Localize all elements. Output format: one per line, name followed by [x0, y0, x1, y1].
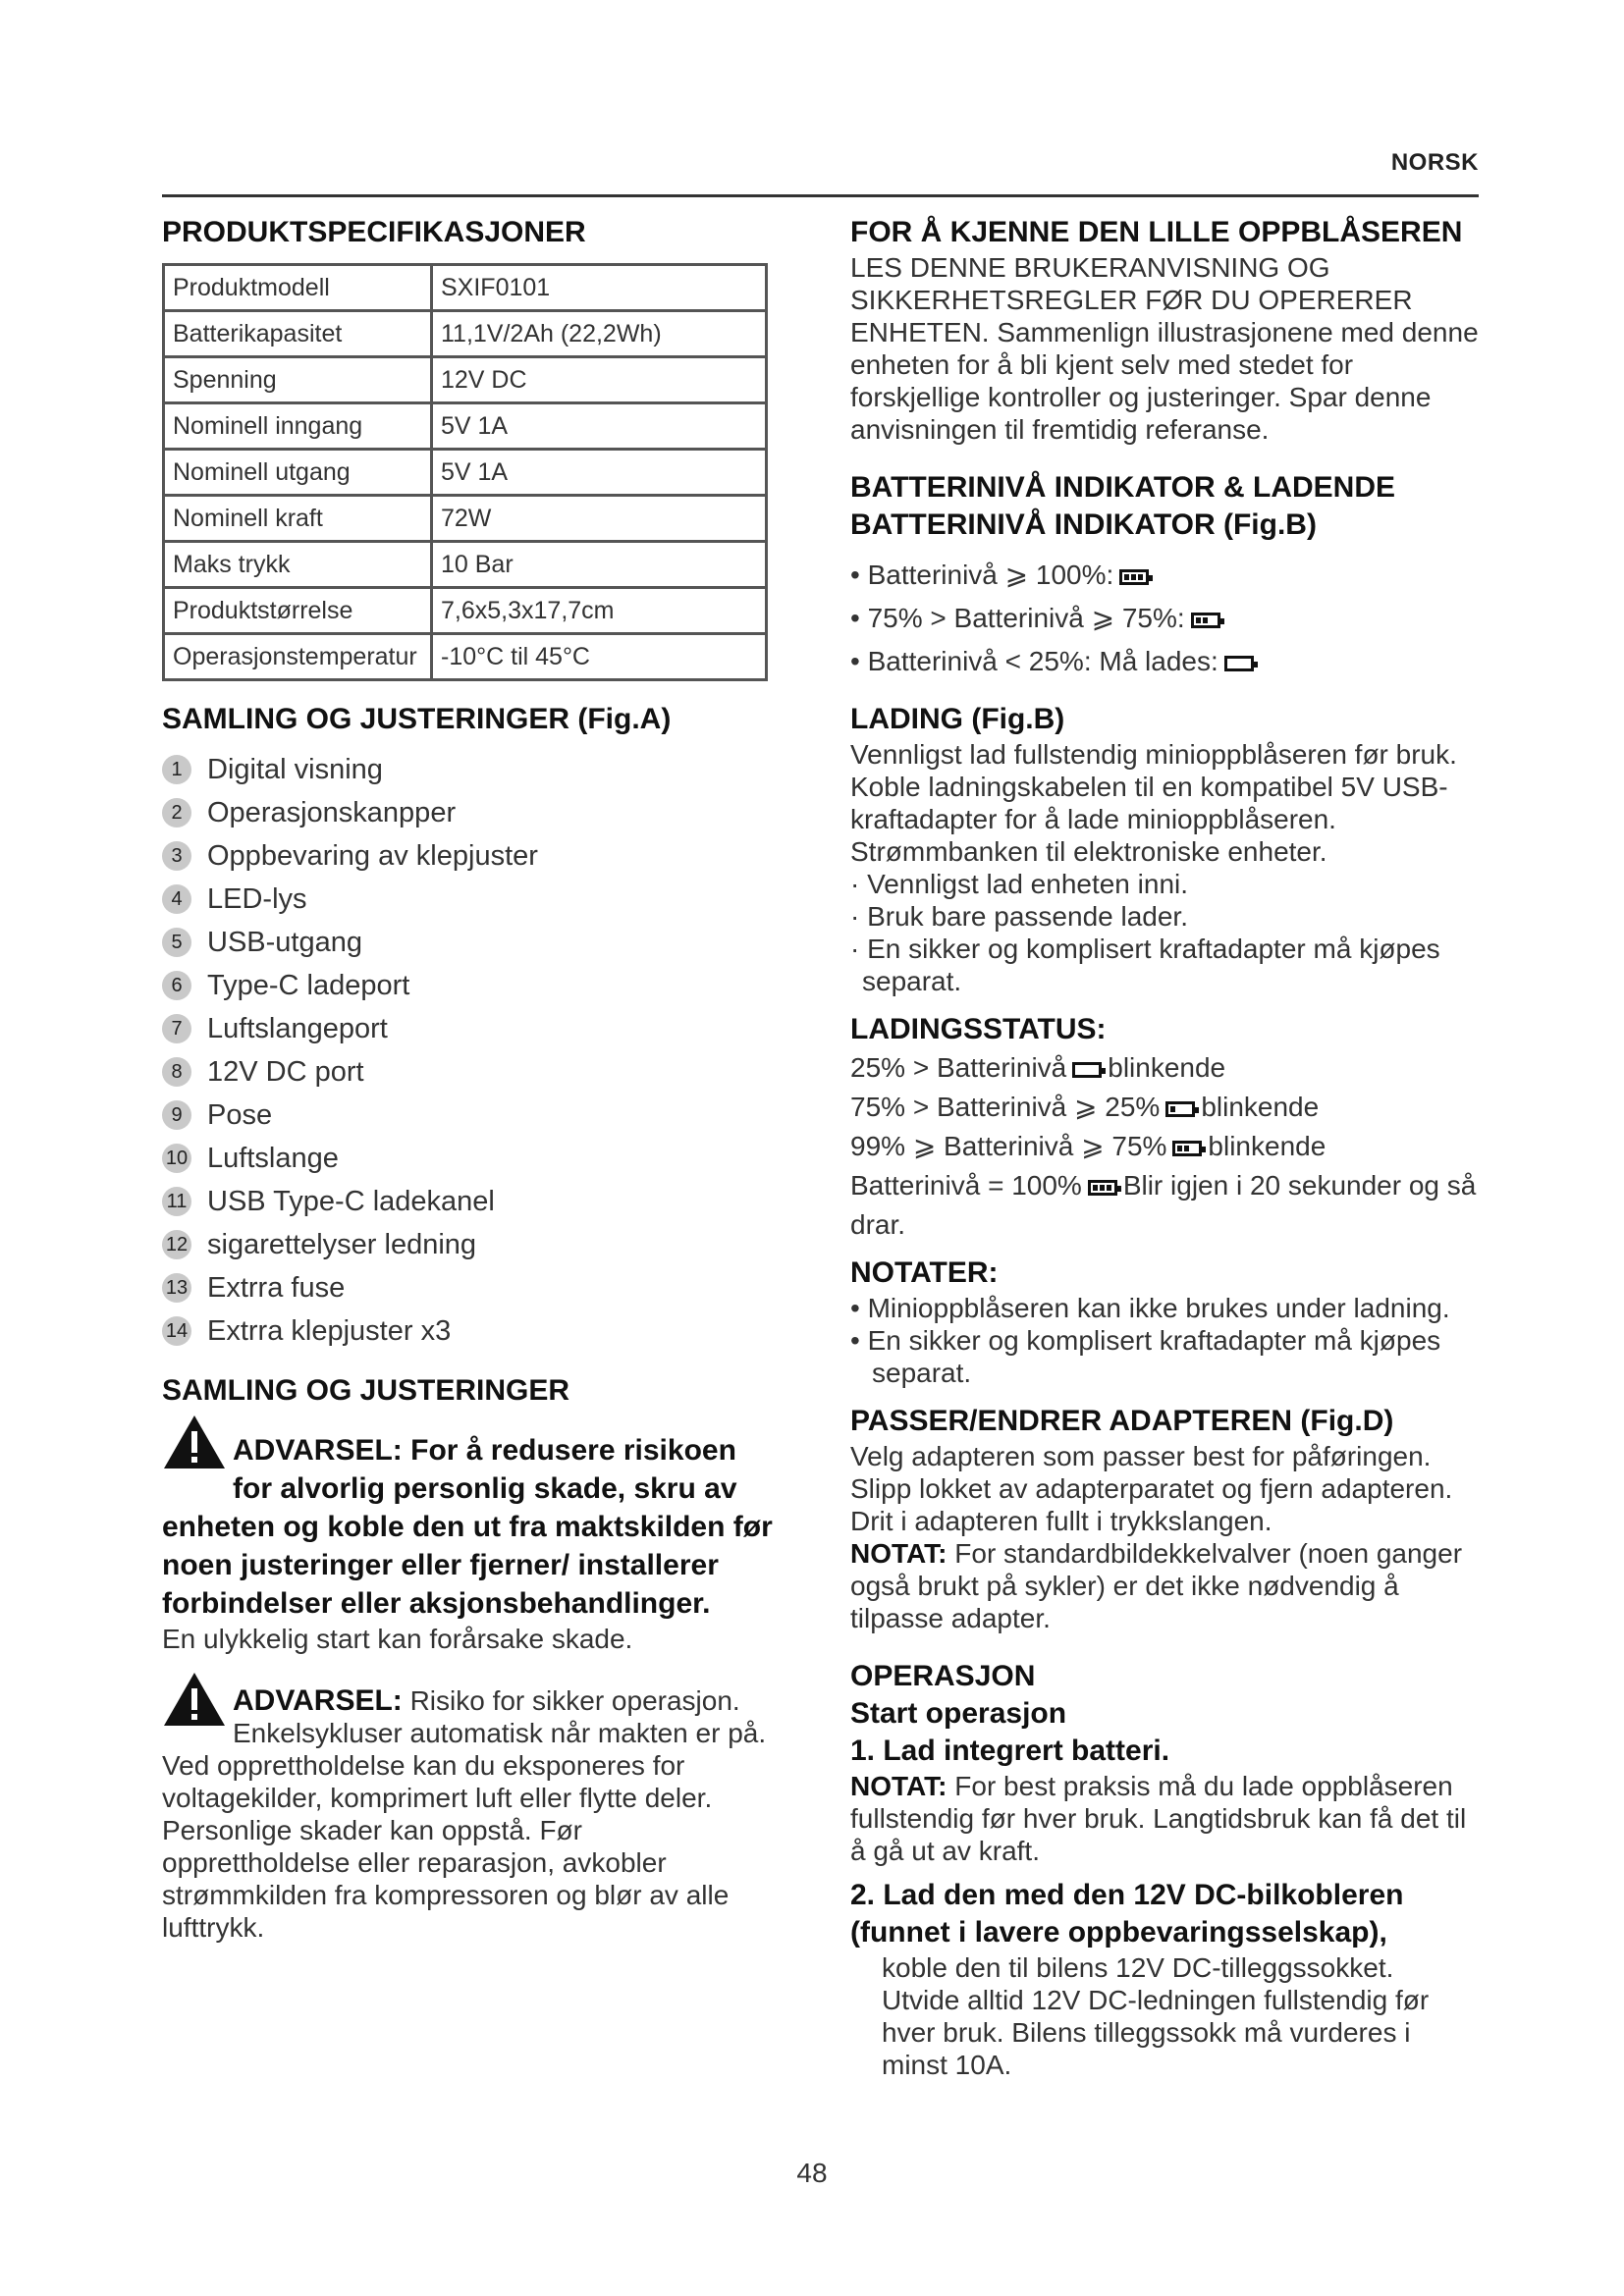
- note-item: • En sikker og komplisert kraftadapter må kjøpes separat.: [850, 1325, 1441, 1388]
- part-label: Extrra klepjuster x3: [207, 1314, 452, 1347]
- battery-icon: [1088, 1180, 1117, 1196]
- charging-text: Vennligst lad fullstendig minioppblåseren før bruk. Koble ladningskabelen til en kompatibel 5V USB-kraftadapter for å lade minioppblåseren. Strømmbanken til elektroniske enheter.: [850, 739, 1457, 867]
- part-label: Operasjonskanpper: [207, 796, 457, 828]
- warning-1-bold: ADVARSEL: For å redusere risikoen for alvorlig personlig skade, skru av enheten og koble den ut fra maktskilden før noen justeringer eller fjerner/ installerer forbindelser eller aksjonsbehandlinger.: [162, 1434, 773, 1620]
- status-row: [850, 1166, 1479, 1245]
- charging-title: LADING (Fig.B): [850, 703, 1065, 735]
- warning-2-text: Risiko for sikker operasjon. Enkelsykluser automatisk når makten er på. Ved opprettholdelse kan du eksponeres for voltagekilder, komprimert luft eller flytte deler. Personlige skader kan oppstå. Før opprettholdelse eller reparasjon, avkobler strømmkilden fra kompressoren og blør av alle lufttrykk.: [162, 1685, 767, 1943]
- part-label: USB Type-C ladekanel: [207, 1185, 495, 1217]
- status-row: [850, 1048, 1479, 1088]
- status-condition: Batterinivå = 100%: [850, 1170, 1082, 1201]
- adapter-title: PASSER/ENDRER ADAPTEREN (Fig.D): [850, 1405, 1394, 1437]
- part-item: [162, 1007, 776, 1050]
- part-label: Luftslange: [207, 1142, 339, 1174]
- step-1-note-label: NOTAT:: [850, 1771, 947, 1801]
- part-item: [162, 1266, 776, 1309]
- part-number-badge: 7: [162, 1014, 191, 1043]
- battery-icon: [1172, 1141, 1202, 1156]
- part-item: [162, 878, 776, 921]
- spec-key: Nominell utgang: [164, 450, 432, 496]
- step-1-note: [850, 1770, 1479, 1867]
- battery-item-text: • Batterinivå < 25%: Må lades:: [850, 646, 1218, 676]
- part-number-badge: 12: [162, 1230, 191, 1259]
- part-number-badge: 10: [162, 1144, 191, 1173]
- part-number-badge: 9: [162, 1100, 191, 1130]
- page-number: 48: [796, 2158, 828, 2188]
- step-2-text: koble den til bilens 12V DC-tilleggssokket. Utvide alltid 12V DC-ledningen fullstendig før hver bruk. Bilens tilleggssokk må vurderes i minst 10A.: [882, 1952, 1430, 2080]
- battery-icon: [1224, 656, 1254, 671]
- operation-subtitle: Start operasjon: [850, 1697, 1067, 1730]
- spec-key: Operasjonstemperatur: [164, 634, 432, 680]
- part-label: Oppbevaring av klepjuster: [207, 839, 538, 872]
- spec-value: -10°C til 45°C: [432, 634, 767, 680]
- part-item: [162, 1309, 776, 1353]
- adapter-note-label: NOTAT:: [850, 1538, 947, 1569]
- spec-key: Batterikapasitet: [164, 311, 432, 357]
- charging-bullets: [850, 868, 1479, 997]
- warning-1-text: En ulykkelig start kan forårsake skade.: [162, 1624, 633, 1654]
- battery-icon: [1191, 613, 1220, 628]
- charging-bullet: · Bruk bare passende lader.: [850, 901, 1188, 932]
- part-label: LED-lys: [207, 882, 307, 915]
- part-item: [162, 1223, 776, 1266]
- assembly-title: SAMLING OG JUSTERINGER (Fig.A): [162, 703, 672, 735]
- battery-item: [850, 554, 1479, 597]
- part-item: [162, 834, 776, 878]
- battery-item-text: • Batterinivå ⩾ 100%:: [850, 560, 1114, 590]
- spec-value: 5V 1A: [432, 403, 767, 450]
- part-item: [162, 964, 776, 1007]
- part-number-badge: 3: [162, 841, 191, 871]
- notes-title: NOTATER:: [850, 1256, 999, 1289]
- battery-title: BATTERINIVÅ INDIKATOR & LADENDE BATTERINIVÅ INDIKATOR (Fig.B): [850, 471, 1395, 541]
- status-result: blinkende: [1201, 1092, 1320, 1122]
- part-number-badge: 2: [162, 798, 191, 828]
- part-number-badge: 14: [162, 1316, 191, 1346]
- spec-title: PRODUKTSPECIFIKASJONER: [162, 216, 586, 248]
- warning-2: [162, 1684, 776, 1944]
- adapter-note-text: For standardbildekkelvalver (noen ganger også brukt på sykler) er det ikke nødvendig å tilpasse adapter.: [850, 1538, 1463, 1633]
- spec-key: Produktmodell: [164, 265, 432, 311]
- spec-row: [164, 357, 767, 403]
- part-number-badge: 4: [162, 884, 191, 914]
- spec-row: [164, 265, 767, 311]
- spec-key: Nominell inngang: [164, 403, 432, 450]
- part-item: [162, 1137, 776, 1180]
- spec-row: [164, 634, 767, 680]
- intro-title: FOR Å KJENNE DEN LILLE OPPBLÅSEREN: [850, 216, 1463, 248]
- warning-2-label: ADVARSEL:: [233, 1684, 403, 1717]
- battery-item: [850, 640, 1479, 683]
- battery-icon: [1072, 1062, 1102, 1078]
- status-row: [850, 1127, 1479, 1166]
- warning-1: [162, 1431, 776, 1655]
- part-label: Extrra fuse: [207, 1271, 346, 1304]
- part-number-badge: 8: [162, 1057, 191, 1087]
- status-condition: 25% > Batterinivå: [850, 1052, 1067, 1083]
- part-label: Digital visning: [207, 753, 383, 785]
- status-list: [850, 1048, 1479, 1245]
- part-number-badge: 11: [162, 1187, 191, 1216]
- status-row: [850, 1088, 1479, 1127]
- status-title: LADINGSSTATUS:: [850, 1013, 1107, 1045]
- battery-icon: [1119, 569, 1149, 585]
- adapter-note: [850, 1537, 1479, 1634]
- spec-value: 7,6x5,3x17,7cm: [432, 588, 767, 634]
- spec-row: [164, 311, 767, 357]
- part-label: 12V DC port: [207, 1055, 364, 1088]
- part-number-badge: 6: [162, 971, 191, 1000]
- step-1: 1. Lad integrert batteri.: [850, 1735, 1170, 1767]
- spec-key: Produktstørrelse: [164, 588, 432, 634]
- right-column: [850, 214, 1479, 2081]
- spec-row: [164, 450, 767, 496]
- spec-key: Spenning: [164, 357, 432, 403]
- spec-row: [164, 496, 767, 542]
- status-result: blinkende: [1108, 1052, 1226, 1083]
- part-item: [162, 1050, 776, 1094]
- battery-item-text: • 75% > Batterinivå ⩾ 75%:: [850, 603, 1185, 633]
- battery-item: [850, 597, 1479, 640]
- part-item: [162, 748, 776, 791]
- left-column: [162, 214, 776, 1944]
- spec-value: 72W: [432, 496, 767, 542]
- spec-table: [162, 263, 768, 681]
- part-label: Luftslangeport: [207, 1012, 388, 1044]
- warning-icon: [162, 1671, 227, 1728]
- header-rule: [162, 194, 1479, 197]
- step-1-note-text: For best praksis må du lade oppblåseren fullstendig før hver bruk. Langtidsbruk kan få det til å gå ut av kraft.: [850, 1771, 1467, 1866]
- part-label: Type-C ladeport: [207, 969, 410, 1001]
- charging-bullet: · En sikker og komplisert kraftadapter må kjøpes separat.: [850, 934, 1440, 996]
- spec-key: Nominell kraft: [164, 496, 432, 542]
- spec-key: Maks trykk: [164, 542, 432, 588]
- step-2-title: 2. Lad den med den 12V DC-bilkobleren (funnet i lavere oppbevaringsselskap),: [850, 1879, 1404, 1949]
- warning-icon: [162, 1414, 227, 1470]
- part-number-badge: 13: [162, 1273, 191, 1303]
- part-label: USB-utgang: [207, 926, 362, 958]
- spec-value: 5V 1A: [432, 450, 767, 496]
- spec-row: [164, 588, 767, 634]
- adapter-text: Velg adapteren som passer best for påføringen. Slipp lokket av adapterparatet og fjern adapteren. Drit i adapteren fullt i trykkslangen.: [850, 1441, 1453, 1536]
- spec-value: 12V DC: [432, 357, 767, 403]
- battery-icon: [1165, 1101, 1195, 1117]
- parts-list: [162, 748, 776, 1353]
- part-number-badge: 1: [162, 755, 191, 784]
- operation-title: OPERASJON: [850, 1660, 1036, 1692]
- spec-row: [164, 542, 767, 588]
- charging-bullet: · Vennligst lad enheten inni.: [850, 869, 1189, 899]
- part-item: [162, 791, 776, 834]
- language-label: NORSK: [1390, 149, 1479, 176]
- spec-value: 10 Bar: [432, 542, 767, 588]
- part-label: Pose: [207, 1098, 273, 1131]
- note-item: • Minioppblåseren kan ikke brukes under ladning.: [850, 1293, 1450, 1323]
- status-result: Blir igjen i 20 sekunder og så drar.: [850, 1170, 1477, 1240]
- assembly2-title: SAMLING OG JUSTERINGER: [162, 1374, 570, 1407]
- intro-text: LES DENNE BRUKERANVISNING OG SIKKERHETSREGLER FØR DU OPERERER ENHETEN. Sammenlign illustrasjonene med denne enheten for å bli kjent selv med stedet for forskjellige kontroller og justeringer. Spar denne anvisningen til fremtidig referanse.: [850, 252, 1479, 445]
- battery-list: [850, 554, 1479, 683]
- part-item: [162, 1094, 776, 1137]
- status-condition: 99% ⩾ Batterinivå ⩾ 75%: [850, 1131, 1167, 1161]
- status-result: blinkende: [1208, 1131, 1326, 1161]
- part-item: [162, 1180, 776, 1223]
- notes-list: [850, 1292, 1479, 1389]
- spec-value: SXIF0101: [432, 265, 767, 311]
- part-number-badge: 5: [162, 928, 191, 957]
- spec-value: 11,1V/2Ah (22,2Wh): [432, 311, 767, 357]
- part-label: sigarettelyser ledning: [207, 1228, 477, 1260]
- spec-row: [164, 403, 767, 450]
- status-condition: 75% > Batterinivå ⩾ 25%: [850, 1092, 1161, 1122]
- part-item: [162, 921, 776, 964]
